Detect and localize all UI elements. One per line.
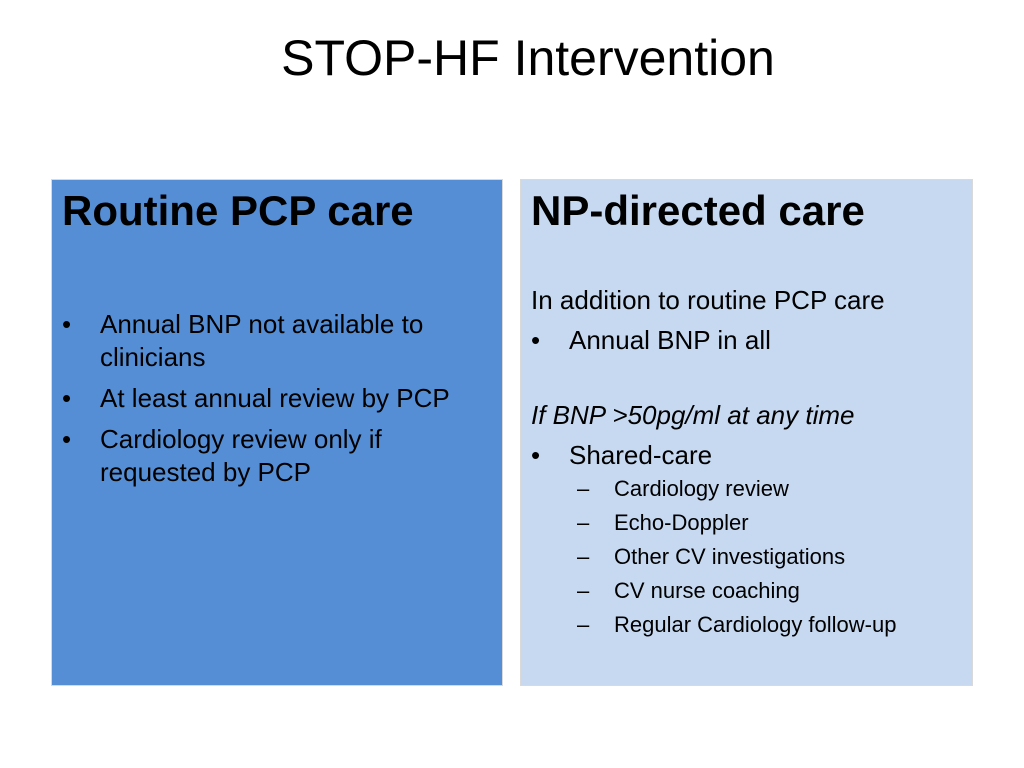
list-item	[577, 540, 962, 574]
bullet-icon: •	[531, 325, 541, 355]
bullet-icon: •	[531, 440, 541, 470]
list-item	[531, 324, 962, 357]
shared-care-sub-list	[531, 472, 962, 642]
routine-pcp-care-panel	[51, 179, 503, 686]
list-item	[577, 506, 962, 540]
bullet-text: Annual BNP in all	[569, 325, 771, 355]
sub-item-text: Cardiology review	[614, 476, 789, 501]
np-directed-care-panel	[520, 179, 973, 686]
np-care-top-bullet-list	[531, 324, 962, 357]
list-item	[62, 423, 492, 489]
dash-icon: –	[577, 544, 590, 569]
slide-title: STOP-HF Intervention	[281, 30, 775, 86]
bullet-icon: •	[62, 309, 72, 339]
bullet-text: Cardiology review only if requested by PCP	[100, 424, 382, 487]
sub-item-text: Echo-Doppler	[614, 510, 749, 535]
list-item	[577, 608, 962, 642]
list-item	[577, 472, 962, 506]
dash-icon: –	[577, 578, 590, 603]
list-item	[62, 308, 492, 374]
dash-icon: –	[577, 476, 590, 501]
list-item	[577, 574, 962, 608]
sub-item-text: CV nurse coaching	[614, 578, 800, 603]
dash-icon: –	[577, 510, 590, 535]
list-item	[531, 439, 962, 472]
np-care-bottom-bullet-list	[531, 439, 962, 472]
bullet-text: Annual BNP not available to clinicians	[100, 309, 424, 372]
intro-text: In addition to routine PCP care	[531, 285, 885, 315]
spacer	[62, 236, 492, 308]
spacer	[531, 365, 962, 399]
np-directed-care-heading: NP-directed care	[531, 187, 865, 234]
sub-item-text: Other CV investigations	[614, 544, 846, 569]
condition-text: If BNP >50pg/ml at any time	[531, 400, 855, 430]
bullet-text: Shared-care	[569, 440, 713, 470]
routine-pcp-care-heading: Routine PCP care	[62, 187, 414, 234]
list-item	[62, 382, 492, 415]
bullet-text: At least annual review by PCP	[100, 383, 450, 413]
routine-care-bullet-list	[62, 308, 492, 489]
dash-icon: –	[577, 612, 590, 637]
sub-item-text: Regular Cardiology follow-up	[614, 612, 897, 637]
bullet-icon: •	[62, 424, 72, 454]
bullet-icon: •	[62, 383, 72, 413]
spacer	[531, 236, 962, 284]
